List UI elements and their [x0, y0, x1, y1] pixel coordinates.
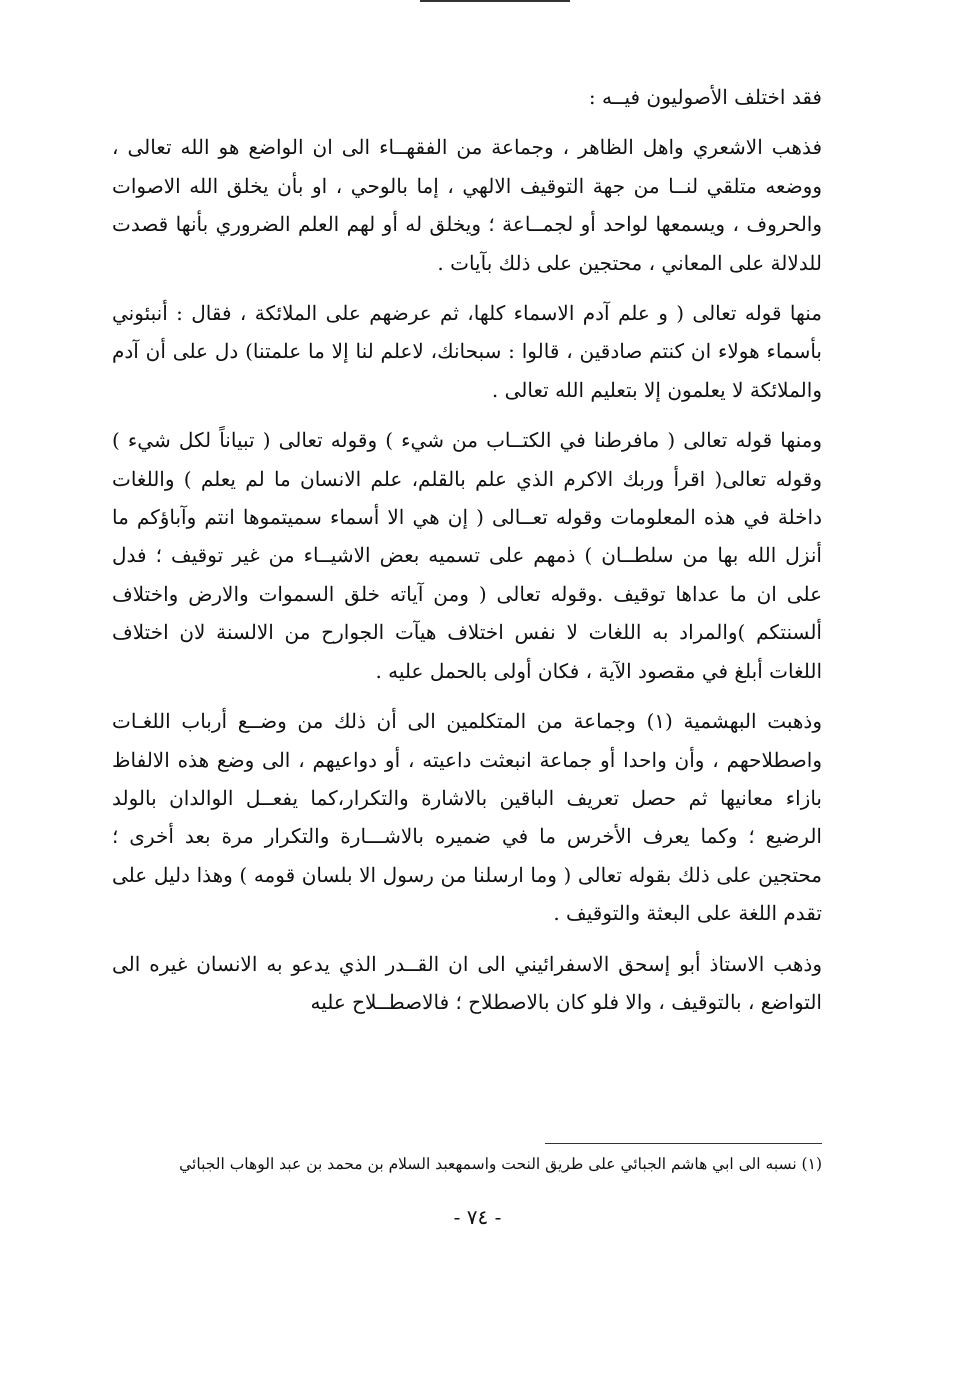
- top-rule: [420, 0, 570, 2]
- paragraph-3: ومنها قوله تعالى ( مافرطنا في الكتــاب من شيء ) وقوله تعالى ( تبياناً لكل شيء ) وقوله تعالى( اقرأ وربك الاكرم الذي علم بالقلم، علم الانسان ما لم يعلم ) واللغات داخلة في هذه المعلومات وقوله تعــالى ( إن هي الا أسماء سميتموها انتم وآباؤكم ما أنزل الله بها من سلطــان ) ذمهم على تسميه بعض الاشيــاء من غير توقيف ؛ فدل على ان ما عداها توقيف .وقوله تعالى ( ومن آياته خلق السموات والارض واختلاف ألسنتكم )والمراد به اللغات لا نفس اختلاف هيآت الجوارح من الالسنة لان اختلاف اللغات أبلغ في مقصود الآية ، فكان أولى بالحمل عليه .: [112, 428, 822, 683]
- intro-line: فقد اختلف الأصوليون فيــه :: [588, 85, 822, 109]
- paragraph-1: فذهب الاشعري واهل الظاهر ، وجماعة من الفقهــاء الى ان الواضع هو الله تعالى ، ووضعه متلقي لنــا من جهة التوقيف الالهي ، إما بالوحي ، او بأن يخلق الله الاصوات والحروف ، ويسمعها لواحد أو لجمــاعة ؛ ويخلق له أو لهم العلم الضروري بأنها قصدت للدلالة على المعاني ، محتجين على ذلك بآيات .: [112, 135, 822, 275]
- paragraph-5: وذهب الاستاذ أبو إسحق الاسفرائيني الى ان القــدر الذي يدعو به الانسان غيره الى التواضع ، بالتوقيف ، والا فلو كان بالاصطلاح ؛ فالاصطــلاح عليه: [112, 951, 822, 1014]
- main-text: [112, 78, 822, 1021]
- footnote-divider: [545, 1143, 822, 1144]
- footnote: (١) نسبه الى ابي هاشم الجبائي على طريق النحت واسمهعبد السلام بن محمد بن عبد الوهاب الجبائي: [179, 1155, 822, 1173]
- paragraph-2: منها قوله تعالى ( و علم آدم الاسماء كلها، ثم عرضهم على الملائكة ، فقال : أنبئوني بأسماء هولاء ان كنتم صادقين ، قالوا : سبحانك، لاعلم لنا إلا ما علمتنا) دل على أن آدم والملائكة لا يعلمون إلا بتعليم الله تعالى .: [112, 301, 823, 402]
- paragraph-4: وذهبت البهشمية (١) وجماعة من المتكلمين الى أن ذلك من وضــع أرباب اللغـات واصطلاحهم ، وأن واحدا أو جماعة انبعثت داعيته ، أو دواعيهم ، الى وضع هذه الالفاظ بازاء معانيها ثم حصل تعريف الباقين بالاشارة والتكرار،كما يفعــل الوالدان بالولد الرضيع ؛ وكما يعرف الأخرس ما في ضميره بالاشـــارة والتكرار مرة بعد أخرى ؛ محتجين على ذلك بقوله تعالى ( وما ارسلنا من رسول الا بلسان قومه ) وهذا دليل على تقدم اللغة على البعثة والتوقيف .: [112, 709, 822, 926]
- page-number: - ٧٤ -: [453, 1205, 502, 1229]
